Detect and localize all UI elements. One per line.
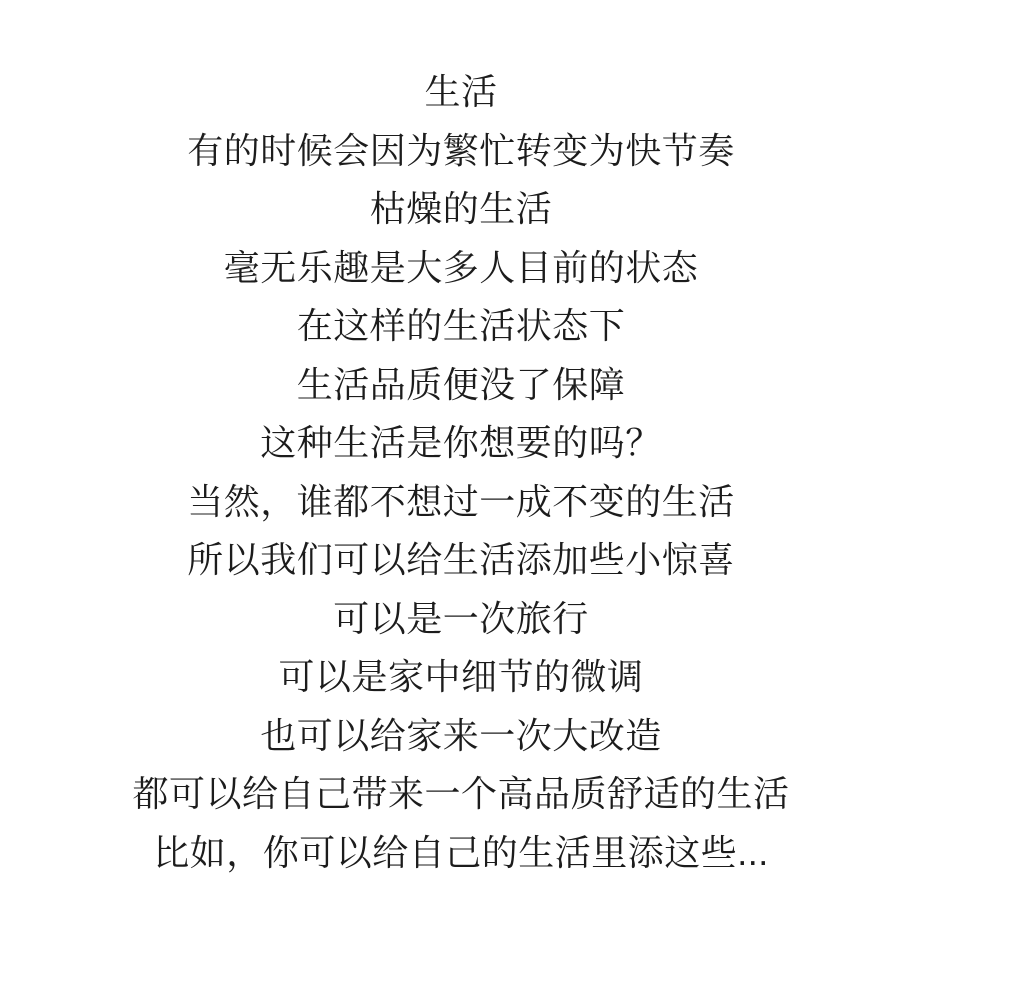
page-title: 生活 xyxy=(424,71,498,112)
text-line: 也可以给家来一次大改造 xyxy=(260,714,662,756)
text-line: 可以是一次旅行 xyxy=(333,597,589,639)
text-line: 毫无乐趣是大多人目前的状态 xyxy=(223,246,699,288)
text-line: 可以是家中细节的微调 xyxy=(278,656,644,697)
text-line: 有的时候会因为繁忙转变为快节奏 xyxy=(187,129,735,171)
text-line: 所以我们可以给生活添加些小惊喜 xyxy=(187,539,735,580)
text-line: 当然，谁都不想过一成不变的生活 xyxy=(187,480,735,522)
text-line: 这种生活是你想要的吗？ xyxy=(260,422,662,463)
text-line: 比如，你可以给自己的生活里添这些... xyxy=(153,831,769,873)
text-line: 在这样的生活状态下 xyxy=(296,305,626,346)
text-line: 枯燥的生活 xyxy=(369,188,553,229)
text-line: 都可以给自己带来一个高品质舒适的生活 xyxy=(132,773,790,814)
text-line: 生活品质便没了保障 xyxy=(296,363,626,405)
